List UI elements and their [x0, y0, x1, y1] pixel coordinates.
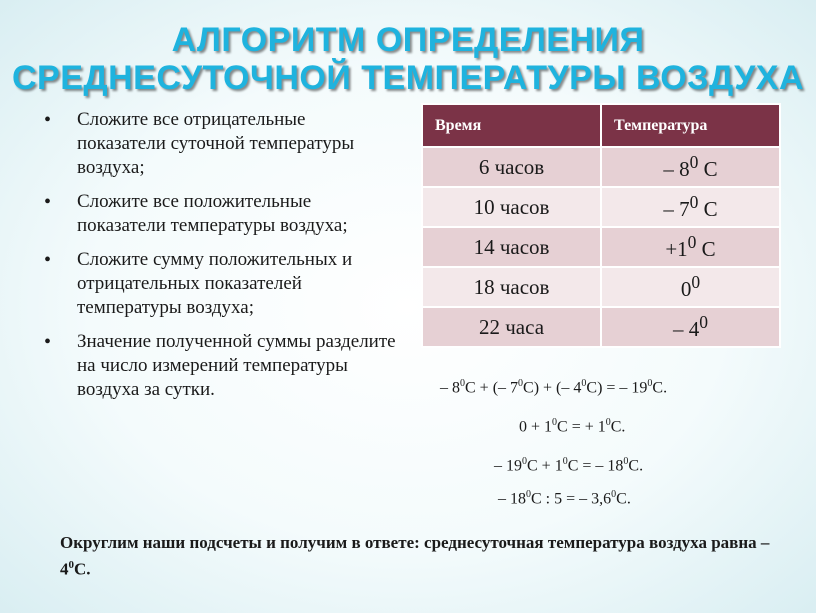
temperature-cell: $+1^0$ С	[601, 227, 780, 267]
temperature-table	[421, 103, 781, 348]
positive-sum-formula: $0 + 1^0С$ = + $1^0С$.	[519, 417, 626, 436]
table-header-row	[422, 104, 780, 147]
time-cell: 10 часов	[422, 187, 601, 227]
step-item: • Значение полученной суммы разделите на число измерений температуры воздуха за сутки.	[42, 330, 397, 402]
table-row	[422, 227, 780, 267]
header-time: Время	[422, 104, 601, 147]
step-item: • Сложите сумму положительных и отрицательных показателей температуры воздуха;	[42, 248, 397, 320]
conclusion-text: Округлим наши подсчеты и получим в ответе: среднесуточная температура воздуха равна – $4^0С$.	[60, 533, 770, 579]
algorithm-steps-list	[42, 108, 397, 412]
page-title-line-1: АЛГОРИТМ ОПРЕДЕЛЕНИЯ	[171, 21, 645, 59]
negative-sum-formula: – $8^0С$ + (– $7^0С$) + (– $4^0С$) = – $19^0С$.	[440, 378, 668, 397]
average-formula: – $18^0С$ : 5 = – $3,6^0С$.	[498, 489, 631, 508]
header-temperature: Температура	[601, 104, 780, 147]
time-cell: 14 часов	[422, 227, 601, 267]
time-cell: 22 часа	[422, 307, 601, 347]
page-title-line-2: СРЕДНЕСУТОЧНОЙ ТЕМПЕРАТУРЫ ВОЗДУХА	[12, 59, 804, 97]
temperature-cell: $0^0$	[601, 267, 780, 307]
table-row	[422, 267, 780, 307]
temperature-cell: – $7^0$ С	[601, 187, 780, 227]
table-row	[422, 187, 780, 227]
temperature-cell: – $8^0$ С	[601, 147, 780, 187]
table-row	[422, 147, 780, 187]
temperature-cell: – $4^0$	[601, 307, 780, 347]
step-item: • Сложите все положительные показатели температуры воздуха;	[42, 190, 397, 238]
time-cell: 18 часов	[422, 267, 601, 307]
time-cell: 6 часов	[422, 147, 601, 187]
total-sum-formula: – $19^0С + 1^0С$ = – $18^0С$.	[494, 456, 644, 475]
table-row	[422, 307, 780, 347]
step-item: • Сложите все отрицательные показатели суточной температуры воздуха;	[42, 108, 397, 180]
